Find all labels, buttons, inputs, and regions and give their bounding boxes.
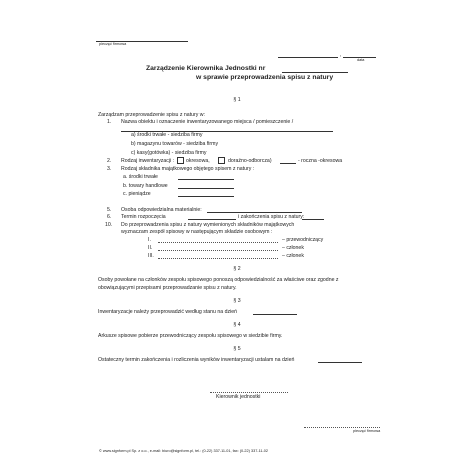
inventory-type-checkbox-1[interactable] [177,157,184,164]
item6-text-start: Termin rozpoczęcia [121,214,166,220]
section3-line1: Inwentaryzacje należy przeprowadzić według stanu na dzień [98,309,237,315]
member1-role: – przewodniczący [282,237,324,243]
member2-name-line[interactable] [158,250,278,251]
item3-option-a: a. środki trwałe [123,174,158,180]
item2-fill-line[interactable] [280,163,296,164]
item3-option-b: b. towary handlowe [123,183,168,189]
section2-heading: § 2 [233,266,241,272]
item5-number: 5. [107,207,112,213]
item1-text: Nazwa obiektu i oznaczenie inwentaryzowanego miejsca / pomieszczenie / [121,119,294,125]
item3-a-line[interactable] [178,179,234,180]
item1-number: 1. [107,119,112,125]
item10-line1: Do przeprowadzenia spisu z natury wymienionych składników majątkowych [121,222,295,228]
item3-option-c: c. pieniądze [123,191,151,197]
signature-line[interactable] [210,392,288,393]
inventory-type-checkbox-2[interactable] [218,157,225,164]
member2-number: II. [148,245,153,251]
responsible-person-line[interactable] [207,212,302,213]
item2-option2: doraźno-odborcza) [228,158,272,164]
item2-option1: okresowa, [186,158,210,164]
section4-line1: Arkusze spisowe pobierze przewodniczący zespołu spisowego w siedzibie firmy. [98,333,283,339]
section4-heading: § 4 [233,322,241,328]
member3-number: III. [148,253,154,259]
section3-heading: § 3 [233,298,241,304]
document-title: Zarządzenie Kierownika Jednostki nr [146,65,266,72]
section5-heading: § 5 [233,346,241,352]
item10-line2: wyznaczam zespół spisowy w następującym składzie osobowym : [121,229,273,235]
item10-number: 10. [105,222,113,228]
company-stamp-line[interactable] [304,427,380,428]
item6-number: 6. [107,214,112,220]
start-date-line[interactable] [188,219,236,220]
section1-intro: Zarządzam przeprowadzenie spisu z natury w: [98,112,205,118]
item1-option-c: c) kasy(gotówka) - siedziba firmy [131,150,207,156]
item3-number: 3. [107,166,112,172]
item3-b-line[interactable] [178,188,234,189]
item6-text-end: i zakończenia spisu z natury: [238,214,305,220]
inventory-date-line[interactable] [253,314,297,315]
member1-number: I. [148,237,151,243]
item2-number: 2. [107,158,112,164]
final-date-line[interactable] [318,362,362,363]
place-line[interactable] [278,57,338,58]
document-subtitle: w sprawie przeprowadzenia spisu z natury [196,74,334,81]
section2-line1: Osoby powołane na członków zespołu spisowego ponoszą odpowiedzialność za właściwe oraz zgodne z [98,277,339,283]
item3-text: Rodzaj składnika majątkowego objętego spisem z natury : [121,166,255,172]
item2-option3: - roczna -okresowa [298,158,343,164]
item5-text: Osoba odpowiedzialna materialnie: [121,207,202,213]
section2-line2: obowiązującymi przepisami przeprowadzanie spisu z natury. [98,285,237,291]
order-number-line[interactable] [282,72,348,73]
item1-option-a: a) środki trwałe - siedziba firmy [131,132,203,138]
footer-copyright: © www.signform.pl Sp. z o.o., e-mail: biuro@signform.pl, tel.: (0-22) 337-11-01, fax: (0-22) 337-11-02 [99,449,269,453]
item2-label: Rodzaj inwentaryzacji : [121,158,175,164]
end-date-line[interactable] [302,219,324,220]
section1-heading: § 1 [233,97,241,103]
stamp-label: pieczęć firmowa [99,42,127,46]
member3-name-line[interactable] [158,258,278,259]
member2-role: – członek [282,245,304,251]
member1-name-line[interactable] [158,242,278,243]
company-stamp-label: pieczęć firmowa [353,429,381,433]
signature-label: Kierownik jednostki [216,394,261,400]
item1-option-b: b) magazynu towarów - siedziba firmy [131,141,219,147]
member3-role: – członek [282,253,304,259]
section5-line1: Ostateczny termin zakończenia i rozliczenia wyników inwentaryzacji ustalam na dzień [98,357,295,363]
date-separator: , [340,52,342,58]
item3-c-line[interactable] [178,196,234,197]
date-label: data [357,58,365,62]
